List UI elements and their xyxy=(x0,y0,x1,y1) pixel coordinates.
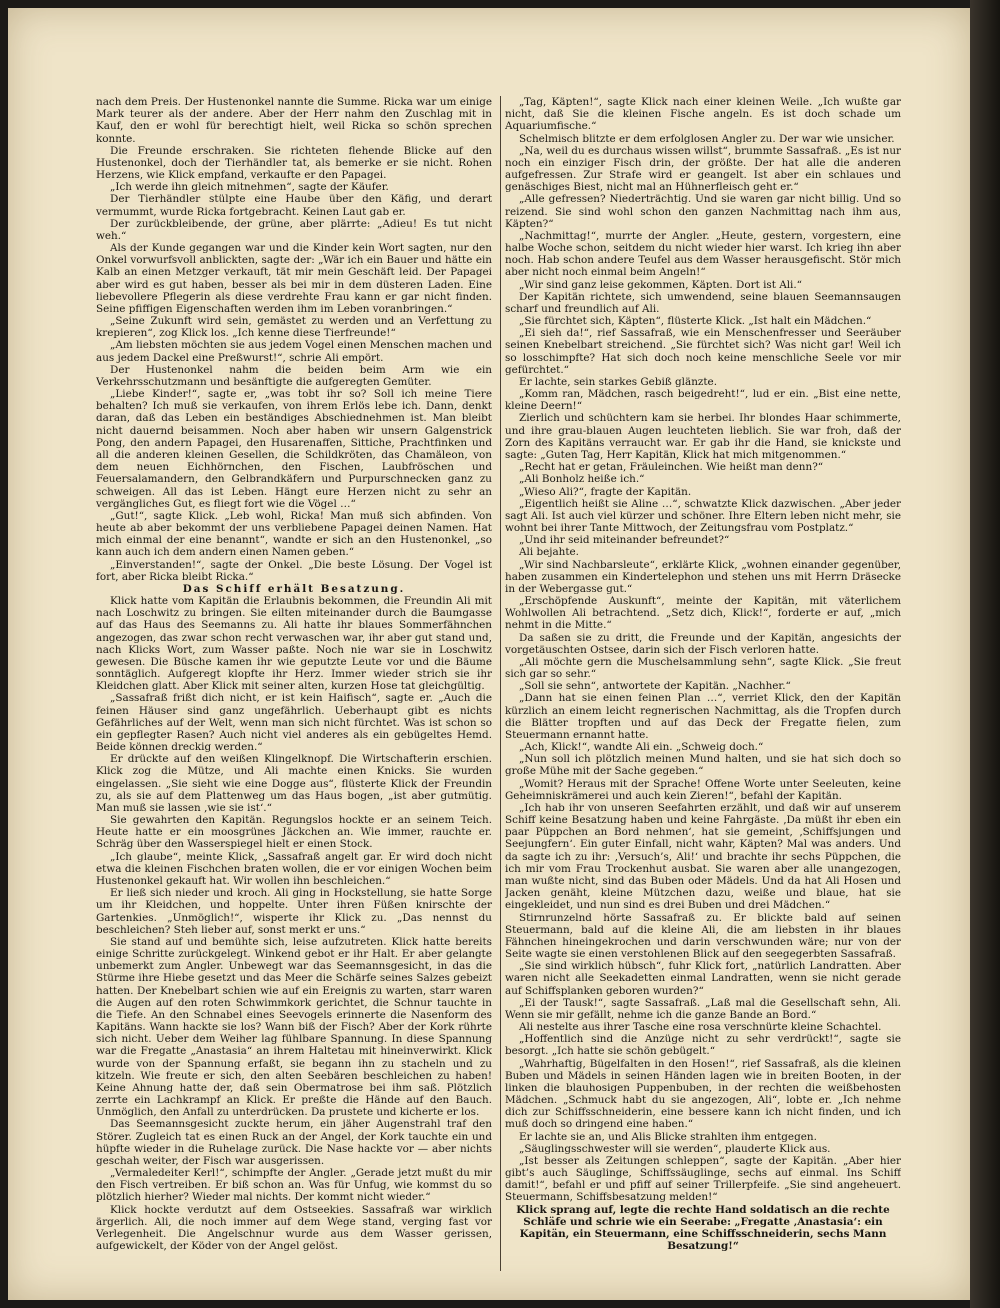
paragraph: „Am liebsten möchten sie aus jedem Vogel einen Menschen machen und aus jedem Dackel eine Preßwurst!“, schrie Ali empört. xyxy=(96,339,492,364)
column-rule xyxy=(500,96,501,1271)
paragraph: „Womit? Heraus mit der Sprache! Offene Worte unter Seeleuten, keine Geheimniskrämerei und auch kein Zieren!“, befahl der Kapitän. xyxy=(505,777,901,802)
paragraph: „Recht hat er getan, Fräuleinchen. Wie heißt man denn?“ xyxy=(519,461,824,474)
paragraph: „Einverstanden!“, sagte der Onkel. „Die beste Lösung. Der Vogel ist fort, aber Ricka bleibt Ricka.“ xyxy=(96,558,492,583)
paragraph: „Nachmittag!“, murrte der Angler. „Heute, gestern, vorgestern, eine halbe Woche schon, seitdem du nicht wieder hier warst. Ich krieg ihn aber noch. Hab schon andere Teufel aus dem Wasser herausgefischt. Stör mich aber nicht noch einmal beim Angeln!“ xyxy=(505,229,901,279)
paragraph: Er lachte sie an, und Alis Blicke strahlten ihm entgegen. xyxy=(519,1130,817,1143)
paragraph: „Gut!“, sagte Klick. „Leb wohl, Ricka! Man muß sich abfinden. Von heute ab aber bekommt der uns verbliebene Papagei deinen Namen. Hat mich einmal der eine benannt“, wandte er sich an den Hustenonkel, „so kann auch ich dem andern einen Namen geben.“ xyxy=(96,509,492,559)
paragraph: „Ei sieh da!“, rief Sassafraß, wie ein Menschenfresser und Seeräuber seinen Knebelbart streichend. „Sie fürchtet sich? Was nicht gar! Weil ich so losschimpfte? Hat sich doch noch keine menschliche Seele vor mir gefürchtet.“ xyxy=(505,327,901,376)
paragraph: „Wir sind ganz leise gekommen, Käpten. Dort ist Ali.“ xyxy=(519,278,802,291)
paragraph: „Wieso Ali?“, fragte der Kapitän. xyxy=(519,485,692,498)
paragraph: „Sassafraß frißt dich nicht, er ist kein Haifisch“, sagte er. „Auch die feinen Häuser sind ganz ungefährlich. Ueberhaupt gibt es nichts Gefährliches auf der Welt, wenn man sich nicht fürchtet. Was ist schon so ein gepflegter Rasen? Auch nicht viel anderes als ein gebügeltes Hemd. Beide können dreckig werden.“ xyxy=(96,692,492,754)
paragraph: Der Kapitän richtete, sich umwendend, seine blauen Seemannsaugen scharf und freundlich auf Ali. xyxy=(505,290,901,315)
paragraph: „Ich glaube“, meinte Klick, „Sassafraß angelt gar. Er wird doch nicht etwa die kleinen Fischchen braten wollen, die er vor einigen Wochen beim Hustenonkel gekauft hat. Wir wollen ihn beschleichen.“ xyxy=(96,850,492,887)
paragraph: Sie stand auf und bemühte sich, leise aufzutreten. Klick hatte bereits einige Schritte zurückgelegt. Winkend gebot er ihr Halt. Er aber gelangte unbemerkt zum Angler. Unbewegt war das Seemannsgesicht, in das die Stürme ihre Hiebe gesetzt und das Meer die Schärfe seines Salzes gebeizt hatten. Der Knebelbart schien wie auf ein Ereignis zu warten, starr waren die Augen auf den roten Schwimmkork gerichtet, die Schnur tauchte in die Tiefe. An den Schnabel eines Seevogels erinnerte die Nasenform des Kapitäns. Wann hackte sie los? Wann biß der Fisch? Aber der Kork rührte sich nicht. Ueber dem Weiher lag fühlbare Spannung. In diese Spannung war die Fregatte „Anastasia“ an ihrem Haltetau mit hineinverwirkt. Klick wurde von der Spannung erfaßt, sie begann ihn zu stacheln und zu kitzeln. Wie freute er sich, den alten Seebären beschleichen zu haben! Keine Ahnung hatte der, daß sein Obermatrose bei ihm saß. Plötzlich zerrte ein Lachkrampf an Klick. Er preßte die Hände auf den Bauch. Unmöglich, den Anfall zu unterdrücken. Da prustete und kicherte er los. xyxy=(96,935,492,1119)
paragraph: „Soll sie sehn“, antwortete der Kapitän. „Nachher.“ xyxy=(519,680,791,693)
paragraph: Ali nestelte aus ihrer Tasche eine rosa verschnürte kleine Schachtel. xyxy=(519,1021,882,1034)
paragraph: „Säuglingsschwester will sie werden“, plauderte Klick aus. xyxy=(519,1142,831,1155)
paragraph: Schelmisch blitzte er dem erfolglosen Angler zu. Der war wie unsicher. xyxy=(519,132,895,145)
paragraph: „Na, weil du es durchaus wissen willst“, brummte Sassafraß. „Es ist nur noch ein einziger Fisch drin, der größte. Der hat alle die anderen aufgefressen. Zur Strafe wird er geangelt. Ist aber ein schlaues und genäschiges Biest, nicht mal an Hühnerfleisch geht er.“ xyxy=(505,144,901,194)
paragraph: „Nun soll ich plötzlich meinen Mund halten, und sie hat sich doch so große Mühe mit der Sache gegeben.“ xyxy=(505,753,901,778)
paragraph: „Wir sind Nachbarsleute“, erklärte Klick, „wohnen einander gegenüber, haben zusammen ein Kindertelephon und stehen uns mit Herrn Dräsecke in der Webergasse gut.“ xyxy=(505,558,901,595)
paragraph: „Hoffentlich sind die Anzüge nicht zu sehr verdrückt!“, sagte sie besorgt. „Ich hatte sie schön gebügelt.“ xyxy=(505,1033,901,1058)
paragraph: Die Freunde erschraken. Sie richteten flehende Blicke auf den Hustenonkel, doch der Tierhändler tat, als bemerke er sie nicht. Rohen Herzens, wie Klick empfand, verkaufte er den Papagei. xyxy=(96,144,492,182)
paragraph: Er drückte auf den weißen Klingelknopf. Die Wirtschafterin erschien. Klick zog die Mütze, und Ali machte einen Knicks. Sie wurden eingelassen. „Sie sieht wie eine Dogge aus“, flüsterte Klick der Freundin zu, als sie auf dem Plattenweg um das Haus bogen, „ist aber gutmütig. Man muß sie lassen ‚wie sie ist‘.“ xyxy=(96,753,492,814)
paragraph: „Ach, Klick!“, wandte Ali ein. „Schweig doch.“ xyxy=(519,741,764,754)
paragraph: „Wahrhaftig, Bügelfalten in den Hosen!“, rief Sassafraß, als die kleinen Buben und Mädels in seinen Händen lagen wie in breiten Booten, in der linken die blauhosigen Puppenbuben, in der rechten die weißbehosten Mädchen. „Schmuck habt du sie angezogen, Ali“, lobte er. „Ich nehme dich zur Schiffsschneiderin, eine bessere kann ich nicht finden, und ich muß doch so dringend eine haben.“ xyxy=(505,1057,901,1131)
paragraph: „Ali möchte gern die Muschelsammlung sehn“, sagte Klick. „Sie freut sich gar so sehr.“ xyxy=(505,655,901,681)
paragraph: „Eigentlich heißt sie Aline …“, schwatzte Klick dazwischen. „Aber jeder sagt Ali. Ist auch viel kürzer und schöner. Ihre Eltern leben nicht mehr, sie wohnt bei ihrer Tante Mittwoch, der Zeitungsfrau vom Postplatz.“ xyxy=(505,497,901,535)
paragraph: „Ich werde ihn gleich mitnehmen“, sagte der Käufer. xyxy=(110,181,389,194)
paragraph: Klick hatte vom Kapitän die Erlaubnis bekommen, die Freundin Ali mit nach Loschwitz zu bringen. Sie eilten miteinander durch die Baumgasse auf das Haus des Seemanns zu. Ali hatte ihr blaues Sommerfähnchen angezogen, das zwar schon recht verwaschen war, ihr aber gut stand und, nach Klicks Wort, zum Wasser paßte. Noch nie war sie in Loschwitz gewesen. Die Büsche kamen ihr wie geputzte Leute vor und die Bäume sonntäglich. Aufgeregt klopfte ihr Herz. Immer wieder strich sie ihr Kleidchen glatt. Aber Klick mit seiner alten, kurzen Hose tat gleichgültig. xyxy=(96,595,492,693)
paragraph: Ali bejahte. xyxy=(519,546,579,559)
paragraph: Der Hustenonkel nahm die beiden beim Arm wie ein Verkehrsschutzmann und besänftigte die aufgeregten Gemüter. xyxy=(96,363,492,388)
paragraph: „Dann hat sie einen feinen Plan …“, verriet Klick, den der Kapitän kürzlich an einem leicht regnerischen Nachmittag, als die Tropfen durch die Blätter tropften und auf das Deck der Fregatte fielen, zum Steuermann ernannt hatte. xyxy=(505,692,901,741)
paragraph: „Ich hab ihr von unseren Seefahrten erzählt, und daß wir auf unserem Schiff keine Besatzung haben und keine Fahrgäste. ‚Da müßt ihr eben ein paar Püppchen an Bord nehmen‘, hat sie gemeint, ‚Schiffsjungen und Seejungfern‘. Ein guter Einfall, nicht wahr, Käpten? Mal was anders. Und da sagte ich zu ihr: ‚Versuch’s, Ali!‘ und brachte ihr sechs Püppchen, die ich mir vom Frau Trockenhut ausbat. Sie waren aber alle unangezogen, man wußte nicht, sind das Buben oder Mädels. Und da hat Ali Hosen und Jacken genäht, kleine Mützchen dazu, weiße und blaue, hat sie eingekleidet, und nun sind es drei Buben und drei Mädchen.“ xyxy=(505,801,901,912)
paragraph: Der Tierhändler stülpte eine Haube über den Käfig, und derart vermummt, wurde Ricka fortgebracht. Keinen Laut gab er. xyxy=(96,193,492,218)
paragraph: „Alle gefressen? Niederträchtig. Und sie waren gar nicht billig. Und so reizend. Sie sind wohl schon den ganzen Nachmittag nach ihm aus, Käpten?“ xyxy=(505,193,901,230)
paragraph: „Erschöpfende Auskunft“, meinte der Kapitän, mit väterlichem Wohlwollen Ali betrachtend. „Setz dich, Klick!“, forderte er auf, „mich nehmt in die Mitte.“ xyxy=(505,595,901,632)
continuation-note: Klick sprang auf, legte die rechte Hand soldatisch an die rechte Schläfe und schrie wie ein Seerabe: „Fregatte ‚Anastasia‘: ein Kapitän, ein Steuermann, eine Schiffsschneiderin, sechs Mann Besatzung!“ xyxy=(516,1203,890,1253)
paragraph: „Ali Bonholz heiße ich.“ xyxy=(519,473,645,486)
paragraph: „Ist besser als Zeitungen schleppen“, sagte der Kapitän. „Aber hier gibt’s auch Säuglinge, Schiffssäuglinge, sechs auf einmal. Ins Schiff damit!“, befahl er und pfiff auf seiner Trillerpfeife. „Sie sind angeheuert. Steuermann, Schiffsbesatzung melden!“ xyxy=(505,1154,901,1204)
section-heading: Das Schiff erhält Besatzung. xyxy=(182,582,406,595)
paragraph: „Komm ran, Mädchen, rasch beigedreht!“, lud er ein. „Bist eine nette, kleine Deern!“ xyxy=(505,388,901,413)
paragraph: nach dem Preis. Der Hustenonkel nannte die Summe. Ricka war um einige Mark teurer als der andere. Aber der Herr nahm den Zuschlag mit in Kauf, den er wohl für berechtigt hielt, weil Ricka so schön sprechen konnte. xyxy=(96,96,492,145)
paragraph: „Sie sind wirklich hübsch“, fuhr Klick fort, „natürlich Landratten. Aber waren nicht alle Seekadetten einmal Landratten, wenn sie nicht gerade auf Schiffsplanken geboren wurden?“ xyxy=(505,960,901,997)
paragraph: Als der Kunde gegangen war und die Kinder kein Wort sagten, nur den Onkel vorwurfsvoll anblickten, sagte der: „Wär ich ein Bauer und hätte ein Kalb an einen Metzger verkauft, tät mir mein Geschäft leid. Der Papagei aber wird es gut haben, besser als bei mir in dem düsteren Laden. Eine liebevollere Pflegerin als diese verdrehte Frau kann er gar nicht finden. Seine pfiffigen Eigenschaften werden ihm im Leben voranbringen.“ xyxy=(96,242,492,315)
scan-edge xyxy=(970,0,1000,1308)
paragraph: Stirnrunzelnd hörte Sassafraß zu. Er blickte bald auf seinen Steuermann, bald auf die kleine Ali, die am liebsten in ihr blaues Fähnchen hineingekrochen und darin verschwunden wäre; nur von der Seite wagte sie einen verstohlenen Blick auf den seegegerbten Sassafraß. xyxy=(505,911,901,961)
paragraph: Zierlich und schüchtern kam sie herbei. Ihr blondes Haar schimmerte, und ihre grau-blauen Augen leuchteten lieblich. Sie war froh, daß der Zorn des Kapitäns verraucht war. Er gab ihr die Hand, sie knickste und sagte: „Guten Tag, Herr Kapitän, Klick hat mich mitgenommen.“ xyxy=(505,412,901,461)
paragraph: „Sie fürchtet sich, Käpten“, flüsterte Klick. „Ist halt ein Mädchen.“ xyxy=(519,315,872,328)
paragraph: Klick hockte verdutzt auf dem Ostseekies. Sassafraß war wirklich ärgerlich. Ali, die noch immer auf dem Wege stand, verging fast vor Verlegenheit. Die Angelschnur wurde aus dem Wasser gerissen, aufgewickelt, der Köder von der Angel gelöst. xyxy=(96,1203,492,1253)
paragraph: Da saßen sie zu dritt, die Freunde und der Kapitän, angesichts der vorgetäuschten Ostsee, darin sich der Fisch verloren hatte. xyxy=(505,631,901,656)
paragraph: „Liebe Kinder!“, sagte er, „was tobt ihr so? Soll ich meine Tiere behalten? Ich muß sie verkaufen, von ihrem Erlös lebe ich. Dann, denkt daran, daß das Leben ein beständiges Abschiednehmen ist. Man bleibt nicht dauernd beisammen. Noch aber haben wir unsern Galgenstrick Pong, den andern Papagei, den Husarenaffen, Sittiche, Prachtfinken und all die anderen kleinen Gesellen, die Schildkröten, das Chamäleon, von dem neuen Eichhörnchen, den Fischen, Laubfröschen und Feuersalamandern, den Gelbrandkäfern und Purpurschnecken ganz zu schweigen. All das ist Leben. Hängt eure Herzen nicht zu sehr an vergängliches Gut, es fliegt fort wie die Vögel …“ xyxy=(96,388,492,510)
paragraph: Der zurückbleibende, der grüne, aber plärrte: „Adieu! Es tut nicht weh.“ xyxy=(96,217,492,242)
paragraph: Das Seemannsgesicht zuckte herum, ein jäher Augenstrahl traf den Störer. Zugleich tat es einen Ruck an der Angel, der Kork tauchte ein und hüpfte wieder in die Ruhelage zurück. Die Nase hackte vor — aber nichts geschah weiter, der Fisch war ausgerissen. xyxy=(96,1118,492,1167)
paragraph: Er lachte, sein starkes Gebiß glänzte. xyxy=(519,375,717,388)
paragraph: „Ei der Tausk!“, sagte Sassafraß. „Laß mal die Gesellschaft sehn, Ali. Wenn sie mir gefällt, nehme ich die ganze Bande an Bord.“ xyxy=(505,996,901,1021)
paragraph: „Und ihr seid miteinander befreundet?“ xyxy=(519,534,730,547)
right-column xyxy=(505,96,901,1271)
paragraph: Sie gewahrten den Kapitän. Regungslos hockte er an seinem Teich. Heute hatte er ein moosgrünes Jäckchen an. Wie immer, rauchte er. Schräg über den Wasserspiegel hielt er einen Stock. xyxy=(96,814,492,851)
paragraph: Er ließ sich nieder und kroch. Ali ging in Hockstellung, sie hatte Sorge um ihr Kleidchen, und hoppelte. Unter ihren Füßen knirschte der Gartenkies. „Unmöglich!“, wisperte ihr Klick zu. „Das nennst du beschleichen? Steh lieber auf, sonst merkt er uns.“ xyxy=(96,887,492,936)
paragraph: „Seine Zukunft wird sein, gemästet zu werden und an Verfettung zu krepieren“, zog Klick los. „Ich kenne diese Tierfreunde!“ xyxy=(96,315,492,340)
paragraph: „Tag, Käpten!“, sagte Klick nach einer kleinen Weile. „Ich wußte gar nicht, daß Sie die kleinen Fische angeln. Es ist doch schade um Aquariumfische.“ xyxy=(505,96,901,133)
paragraph: „Vermaledeiter Kerl!“, schimpfte der Angler. „Gerade jetzt mußt du mir den Fisch vertreiben. Er biß schon an. Was für Unfug, wie kommst du so plötzlich hierher? Wieder mal nichts. Der kommt nicht wieder.“ xyxy=(96,1167,492,1204)
left-column xyxy=(96,96,492,1271)
